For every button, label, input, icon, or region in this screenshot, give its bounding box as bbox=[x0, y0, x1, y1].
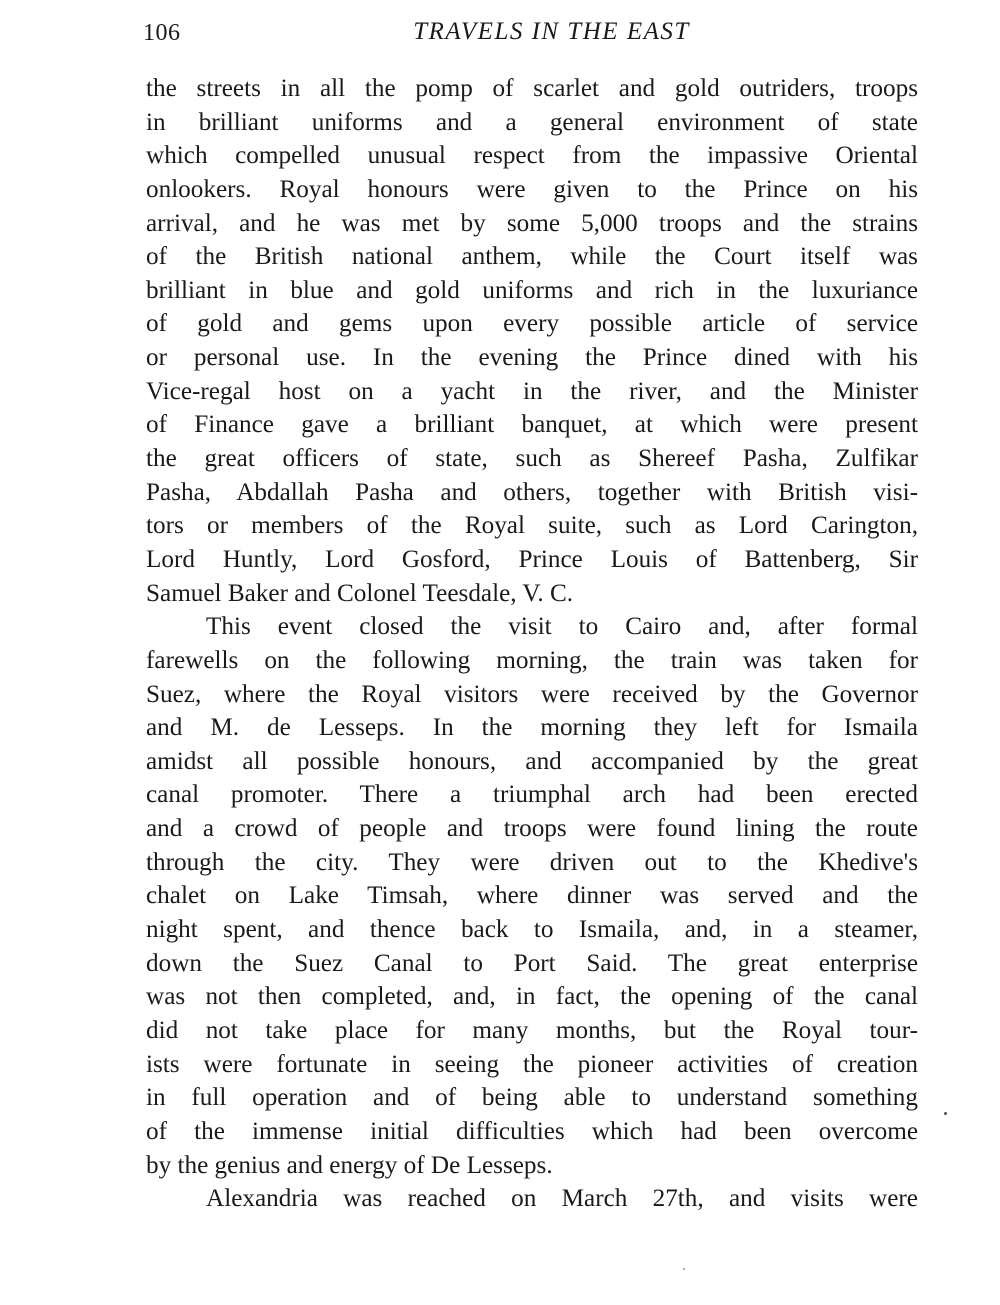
text-line: of Finance gave a brilliant banquet, at which were present bbox=[146, 411, 918, 439]
text-line: in brilliant uniforms and a general environment of state bbox=[146, 108, 918, 136]
text-line: and M. de Lesseps. In the morning they left for Ismaila bbox=[146, 714, 918, 742]
text-line: brilliant in blue and gold uniforms and rich in the luxuriance bbox=[146, 276, 918, 304]
text-line: or personal use. In the evening the Prince dined with his bbox=[146, 344, 918, 372]
page-number: 106 bbox=[143, 20, 181, 46]
text-line: and a crowd of people and troops were found lining the route bbox=[146, 815, 918, 843]
text-line: was not then completed, and, in fact, the opening of the canal bbox=[146, 983, 918, 1011]
paragraph-start-line: Alexandria was reached on March 27th, and visits were bbox=[206, 1185, 918, 1213]
text-line: chalet on Lake Timsah, where dinner was served and the bbox=[146, 882, 918, 910]
paragraph-end-line: Samuel Baker and Colonel Teesdale, V. C. bbox=[146, 579, 574, 607]
text-line: night spent, and thence back to Ismaila, and, in a steamer, bbox=[146, 916, 918, 944]
text-line: which compelled unusual respect from the impassive Oriental bbox=[146, 142, 918, 170]
text-line: Pasha, Abdallah Pasha and others, together with British visi- bbox=[146, 478, 918, 506]
print-speck bbox=[944, 1112, 947, 1115]
running-title: TRAVELS IN THE EAST bbox=[413, 18, 690, 45]
text-line: onlookers. Royal honours were given to the Prince on his bbox=[146, 175, 918, 203]
text-line: Suez, where the Royal visitors were received by the Governor bbox=[146, 680, 918, 708]
text-line: of the immense initial difficulties which had been overcome bbox=[146, 1117, 918, 1145]
text-line: of gold and gems upon every possible article of service bbox=[146, 310, 918, 338]
running-head bbox=[143, 16, 920, 50]
paragraph-end-line: by the genius and energy of De Lesseps. bbox=[146, 1151, 553, 1179]
text-line: of the British national anthem, while the Court itself was bbox=[146, 243, 918, 271]
body-text bbox=[146, 72, 918, 1216]
text-line: arrival, and he was met by some 5,000 troops and the strains bbox=[146, 209, 918, 237]
text-line: through the city. They were driven out to the Khedive's bbox=[146, 848, 918, 876]
text-line: down the Suez Canal to Port Said. The great enterprise bbox=[146, 949, 918, 977]
text-line: amidst all possible honours, and accompanied by the great bbox=[146, 747, 918, 775]
print-speck bbox=[683, 1268, 685, 1270]
text-line: ists were fortunate in seeing the pioneer activities of creation bbox=[146, 1050, 918, 1078]
paragraph-start-line: This event closed the visit to Cairo and, after formal bbox=[206, 613, 918, 641]
text-line: canal promoter. There a triumphal arch had been erected bbox=[146, 781, 918, 809]
text-line: the great officers of state, such as Shereef Pasha, Zulfikar bbox=[146, 445, 918, 473]
text-line: in full operation and of being able to understand something bbox=[146, 1084, 918, 1112]
text-line: farewells on the following morning, the train was taken for bbox=[146, 646, 918, 674]
text-line: the streets in all the pomp of scarlet and gold outriders, troops bbox=[146, 75, 918, 102]
text-line: tors or members of the Royal suite, such as Lord Carington, bbox=[146, 512, 918, 540]
text-line: Lord Huntly, Lord Gosford, Prince Louis of Battenberg, Sir bbox=[146, 545, 918, 573]
text-line: Vice-regal host on a yacht in the river, and the Minister bbox=[146, 377, 918, 405]
text-line: did not take place for many months, but the Royal tour- bbox=[146, 1016, 918, 1044]
